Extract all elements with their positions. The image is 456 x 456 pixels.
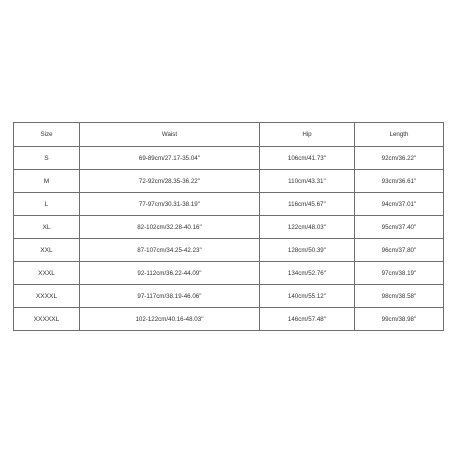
table-row xyxy=(14,193,444,216)
table-row xyxy=(14,308,444,331)
header-size: Size xyxy=(14,123,80,147)
waist-cell: 82-102cm/32.28-40.16'' xyxy=(80,216,260,239)
hip-cell: 110cm/43.31'' xyxy=(260,170,355,193)
waist-cell: 77-97cm/30.31-38.19'' xyxy=(80,193,260,216)
waist-cell: 92-112cm/36.22-44.09'' xyxy=(80,262,260,285)
waist-cell: 69-89cm/27.17-35.04'' xyxy=(80,147,260,170)
size-cell: M xyxy=(14,170,80,193)
header-length: Length xyxy=(355,123,444,147)
length-cell: 98cm/38.58'' xyxy=(355,285,444,308)
hip-cell: 106cm/41.73'' xyxy=(260,147,355,170)
table-row xyxy=(14,262,444,285)
header-hip: Hip xyxy=(260,123,355,147)
size-cell: XL xyxy=(14,216,80,239)
table-row xyxy=(14,285,444,308)
table-row xyxy=(14,147,444,170)
size-cell: XXXXXL xyxy=(14,308,80,331)
length-cell: 96cm/37.80'' xyxy=(355,239,444,262)
size-cell: XXL xyxy=(14,239,80,262)
hip-cell: 146cm/57.48'' xyxy=(260,308,355,331)
length-cell: 97cm/38.19'' xyxy=(355,262,444,285)
hip-cell: 116cm/45.67'' xyxy=(260,193,355,216)
table-row xyxy=(14,170,444,193)
length-cell: 92cm/36.22'' xyxy=(355,147,444,170)
hip-cell: 128cm/50.39'' xyxy=(260,239,355,262)
table-row xyxy=(14,216,444,239)
table-header-row xyxy=(14,123,444,147)
hip-cell: 140cm/55.12'' xyxy=(260,285,355,308)
hip-cell: 134cm/52.76'' xyxy=(260,262,355,285)
size-cell: XXXL xyxy=(14,262,80,285)
length-cell: 94cm/37.01'' xyxy=(355,193,444,216)
waist-cell: 102-122cm/40.16-48.03'' xyxy=(80,308,260,331)
hip-cell: 122cm/48.03'' xyxy=(260,216,355,239)
header-waist: Waist xyxy=(80,123,260,147)
waist-cell: 72-92cm/28.35-36.22'' xyxy=(80,170,260,193)
table-row xyxy=(14,239,444,262)
size-chart-table xyxy=(13,122,444,331)
waist-cell: 97-117cm/38.19-46.06'' xyxy=(80,285,260,308)
length-cell: 93cm/36.61'' xyxy=(355,170,444,193)
size-cell: L xyxy=(14,193,80,216)
size-cell: S xyxy=(14,147,80,170)
length-cell: 99cm/38.98'' xyxy=(355,308,444,331)
length-cell: 95cm/37.40'' xyxy=(355,216,444,239)
size-cell: XXXXL xyxy=(14,285,80,308)
waist-cell: 87-107cm/34.25-42.23'' xyxy=(80,239,260,262)
